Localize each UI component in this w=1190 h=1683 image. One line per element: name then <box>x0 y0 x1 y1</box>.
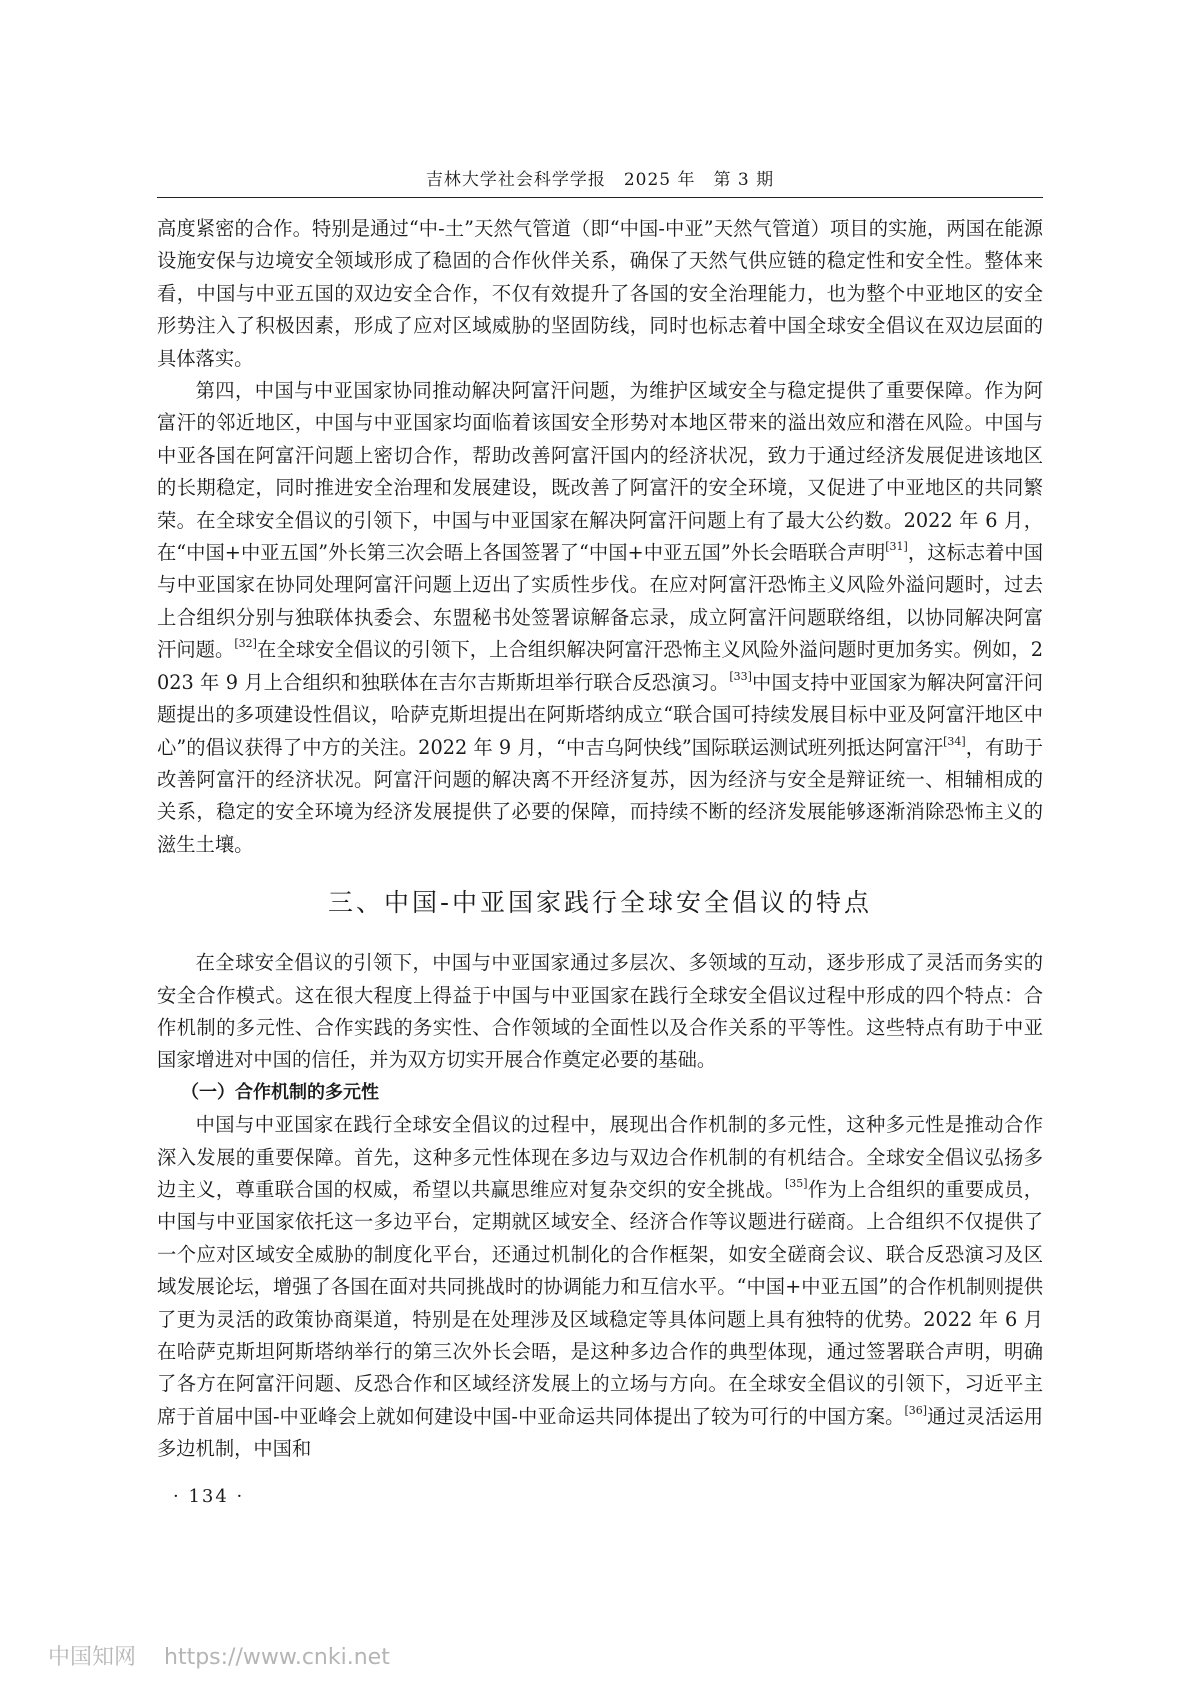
paragraph-text: 高度紧密的合作。特别是通过“中-土”天然气管道（即“中国-中亚”天然气管道）项目的实施，两国在能源设施安保与边境安全领域形成了稳固的合作伙伴关系，确保了天然气供应链的稳定性和安全性。整体来看，中国与中亚五国的双边安全合作，不仅有效提升了各国的安全治理能力，也为整个中亚地区的安全形势注入了积极因素，形成了应对区域威胁的坚固防线，同时也标志着中国全球安全倡议在双边层面的具体落实。 <box>157 217 1043 370</box>
paragraph-text: 中国与中亚国家在践行全球安全倡议的过程中，展现出合作机制的多元性，这种多元性是推动合作深入发展的重要保障。首先，这种多元性体现在多边与双边合作机制的有机结合。全球安全倡议弘扬多边主义，尊重联合国的权威，希望以共赢思维应对复杂交织的安全挑战。 <box>157 1113 1043 1201</box>
paragraph-text: 在全球安全倡议的引领下，中国与中亚国家通过多层次、多领域的互动，逐步形成了灵活而务实的安全合作模式。这在很大程度上得益于中国与中亚国家在践行全球安全倡议过程中形成的四个特点：合作机制的多元性、合作实践的务实性、合作领域的全面性以及合作关系的平等性。这些特点有助于中亚国家增进对中国的信任，并为双方切实开展合作奠定必要的基础。 <box>157 951 1043 1072</box>
section-title: 三、中国-中亚国家践行全球安全倡议的特点 <box>327 888 873 918</box>
citation-ref[interactable]: [33] <box>729 669 752 683</box>
paragraph-text: 在全球安全倡议的引领下，上合组织解决阿富汗恐怖主义风险外溢问题时更加务实。例如，2023 年 9 月上合组织和独联体在吉尔吉斯斯坦举行联合反恐演习。 <box>157 638 1044 694</box>
paragraph-text: ，这标志着中国与中亚国家在协同处理阿富汗问题上迈出了实质性步伐。在应对阿富汗恐怖主义风险外溢问题时，过去上合组织分别与独联体执委会、东盟秘书处签署谅解备忘录，成立阿富汗问题联络组，以协同解决阿富汗问题。 <box>157 541 1043 662</box>
citation-ref[interactable]: [32] <box>234 637 257 651</box>
paragraph-text: 中国支持中亚国家为解决阿富汗问题提出的多项建设性倡议，哈萨克斯坦提出在阿斯塔纳成立“联合国可持续发展目标中亚及阿富汗地区中心”的倡议获得了中方的关注。2022 年 9 月，“中吉乌阿快线”国际联运测试班列抵达阿富汗 <box>157 670 1043 759</box>
paragraph-text: 第四，中国与中亚国家协同推动解决阿富汗问题，为维护区域安全与稳定提供了重要保障。作为阿富汗的邻近地区，中国与中亚国家均面临着该国安全形势对本地区带来的溢出效应和潜在风险。中国与中亚各国在阿富汗问题上密切合作，帮助改善阿富汗国内的经济状况，致力于通过经济发展促进该地区的长期稳定，同时推进安全治理和发展建设，既改善了阿富汗的安全环境，又促进了中亚地区的共同繁荣。在全球安全倡议的引领下，中国与中亚国家在解决阿富汗问题上有了最大公约数。2022 年 6 月，在“中国+中亚五国”外长第三次会晤上各国签署了“中国+中亚五国”外长会晤联合声明 <box>157 379 1043 565</box>
paragraph-continued <box>157 213 1043 375</box>
citation-ref[interactable]: [34] <box>943 734 966 748</box>
running-head: 吉林大学社会科学学报 2025 年 第 3 期 <box>425 170 775 190</box>
citation-ref[interactable]: [35] <box>784 1176 808 1190</box>
header-rule <box>157 197 1043 198</box>
citation-ref[interactable]: [36] <box>904 1403 928 1417</box>
watermark-brand: 中国知网 <box>48 1645 137 1670</box>
subsection-title: （一）合作机制的多元性 <box>181 1081 379 1103</box>
article-body <box>157 213 1043 1466</box>
paragraph-text: ，有助于改善阿富汗的经济状况。阿富汗问题的解决离不开经济复苏，因为经济与安全是辩证统一、相辅相成的关系，稳定的安全环境为经济发展提供了必要的保障，而持续不断的经济发展能够逐渐消除恐怖主义的滋生土壤。 <box>157 735 1044 856</box>
page-number: · 134 · <box>173 1486 245 1507</box>
cnki-watermark <box>48 1640 390 1671</box>
watermark-url: https://www.cnki.net <box>164 1645 390 1670</box>
paragraph-text: 作为上合组织的重要成员，中国与中亚国家依托这一多边平台，定期就区域安全、经济合作等议题进行磋商。上合组织不仅提供了一个应对区域安全威胁的制度化平台，还通过机制化的合作框架，如安全磋商会议、联合反恐演习及区域发展论坛，增强了各国在面对共同挑战时的协调能力和互信水平。“中国+中亚五国”的合作机制则提供了更为灵活的政策协商渠道，特别是在处理涉及区域稳定等具体问题上具有独特的优势。2022 年 6 月在哈萨克斯坦阿斯塔纳举行的第三次外长会晤，是这种多边合作的典型体现，通过签署联合声明，明确了各方在阿富汗问题、反恐合作和区域经济发展上的立场与方向。在全球安全倡议的引领下，习近平主席于首届中国-中亚峰会上就如何建设中国-中亚命运共同体提出了较为可行的中国方案。 <box>157 1177 1044 1428</box>
paragraph-intro <box>157 947 1043 1077</box>
paragraph-afghanistan <box>157 375 1043 861</box>
paragraph-mechanism <box>157 1109 1043 1465</box>
paragraph-text: 通过灵活运用多边机制，中国和 <box>157 1404 1043 1461</box>
citation-ref[interactable]: [31] <box>885 540 908 554</box>
